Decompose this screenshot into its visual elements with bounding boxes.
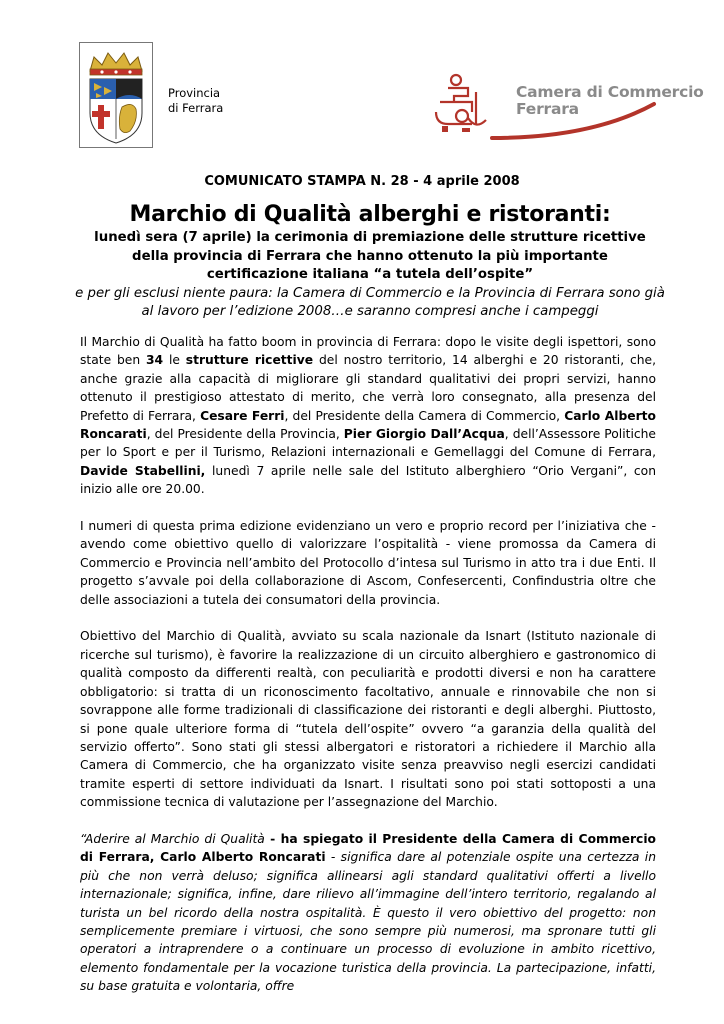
p1-bold-presidente-camera: Carlo Alberto Roncarati (80, 408, 656, 442)
paragraph-4 (80, 830, 656, 996)
provincia-coat-of-arms-logo (79, 42, 153, 148)
paragraph-3: Obiettivo del Marchio di Qualità, avviato su scala nazionale da Isnart (Istituto nazionale di ricerche sul turismo), è favorire la realizzazione di un circuito alberghiero e gastronomico di qualità composto da differenti realtà, con peculiarità e prodotti diversi e non ha carattere obbligatorio: si tratta di un riconoscimento facoltativo, annuale e rinnovabile che non si sovrappone alle forme tradizionali di classificazione dei ristoranti e degli alberghi. Piuttosto, si pone quale ulteriore forma di “tutela dell’ospite” ovvero “a garanzia della qualità del servizio offerto”. Sono stati gli stessi albergatori e ristoratori a richiedere il Marchio alla Camera di Commercio, che ha organizzato visite senza preavviso negli esercizi candidati tramite esperti di settore individuati da Isnart. I risultati sono poi stati sottoposti a una commissione tecnica di valutazione per l’assegnazione del Marchio. (80, 629, 656, 810)
p1-text-6: , dell’Assessore Politiche per lo Sport e per il Turismo, Relazioni internazionali e Gemellaggi del Comune di Ferrara, (80, 427, 656, 460)
p1-text-4: , del Presidente della Camera di Commercio, (284, 408, 565, 423)
provincia-line-1: Provincia (168, 86, 221, 100)
p4-italic-quote-start: “Aderire al Marchio di Qualità (80, 831, 265, 846)
coat-of-arms-icon (80, 43, 152, 147)
provincia-name (168, 86, 223, 116)
p1-text-1: Il Marchio di Qualità ha fatto boom in provincia di Ferrara: dopo le visite degli ispettori, sono state ben (80, 335, 656, 368)
italic-subtitle-line-2: al lavoro per l’edizione 2008…e saranno compresi anche i campeggi (141, 304, 599, 319)
p1-bold-count: 34 (145, 353, 164, 368)
italic-subtitle (70, 285, 670, 322)
subtitle-line-3: certificazione italiana “a tutela dell’ospite” (206, 267, 534, 282)
p1-text-3: del nostro territorio, 14 alberghi e 20 ristoranti, che, anche grazie alla capacità di migliorare gli standard qualitativi dei propri servizi, hanno ottenuto il prestigioso attestato di merito, che verrà loro consegnato, alla presenza del Prefetto di Ferrara, (80, 353, 656, 423)
p1-bold-prefetto: Cesare Ferri (200, 408, 285, 423)
article-body (80, 333, 656, 1014)
p1-bold-presidente-provincia: Pier Giorgio Dall’Acqua (343, 427, 505, 442)
camera-commercio-name (516, 84, 704, 118)
paragraph-2: I numeri di questa prima edizione evidenziano un vero e proprio record per l’iniziativa che - avendo come obiettivo quello di valorizzare l’ospitalità - viene promossa da Camera di Commercio e Provincia nell’ambito del Protocollo d’intesa sul Turismo in atto tra i due Enti. Il progetto s’avvale poi della collaborazione di Ascom, Confesercenti, Confindustria oltre che delle associazioni a tutela dei consumatori della provincia. (80, 519, 656, 607)
provincia-line-2: di Ferrara (168, 101, 224, 115)
p1-text-7: lunedì 7 aprile nelle sale del Istituto alberghiero “Orio Vergani”, con inizio alle ore 20.00. (80, 463, 656, 497)
camera-line-2: Ferrara (516, 100, 579, 118)
letterhead (0, 0, 724, 160)
p4-bold-attribution: - ha spiegato il Presidente della Camera di Commercio di Ferrara, Carlo Alberto Roncarati (80, 831, 656, 865)
paragraph-1 (80, 333, 656, 499)
p1-text-2: le (163, 353, 186, 368)
p1-bold-strutture: strutture ricettive (185, 353, 314, 368)
p1-bold-assessore: Davide Stabellini, (80, 463, 206, 478)
p4-italic-quote: - significa dare al potenziale ospite una certezza in più che non verrà deluso; significa allinearsi agli standard qualitativi offerti a livello internazionale; significa, infine, dare rilievo all’immagine dell’intero territorio, regalando al turista un bel ricordo della nostra ospitalità. È questo il vero obiettivo del progetto: non semplicemente premiare i virtuosi, che sono sempre più numerosi, ma spronare tutti gli operatori a intraprendere o a continuare un processo di evoluzione in ambito ricettivo, elemento fondamentale per la vocazione turistica della provincia. La partecipazione, infatti, su base gratuita e volontaria, offre (80, 850, 657, 994)
press-release-heading: COMUNICATO STAMPA N. 28 - 4 aprile 2008 (204, 174, 520, 189)
p1-text-5: , del Presidente della Provincia, (146, 427, 344, 442)
title-block (70, 201, 670, 322)
subtitle-line-2: della provincia di Ferrara che hanno ottenuto la più importante (132, 248, 608, 264)
camera-line-1: Camera di Commercio (516, 83, 704, 101)
subtitle-line-1: lunedì sera (7 aprile) la cerimonia di premiazione delle strutture ricettive (94, 230, 646, 245)
subtitle (70, 229, 670, 285)
main-title: Marchio di Qualità alberghi e ristoranti: (129, 202, 611, 227)
italic-subtitle-line-1: e per gli esclusi niente paura: la Camera di Commercio e la Provincia di Ferrara sono già (75, 285, 665, 301)
